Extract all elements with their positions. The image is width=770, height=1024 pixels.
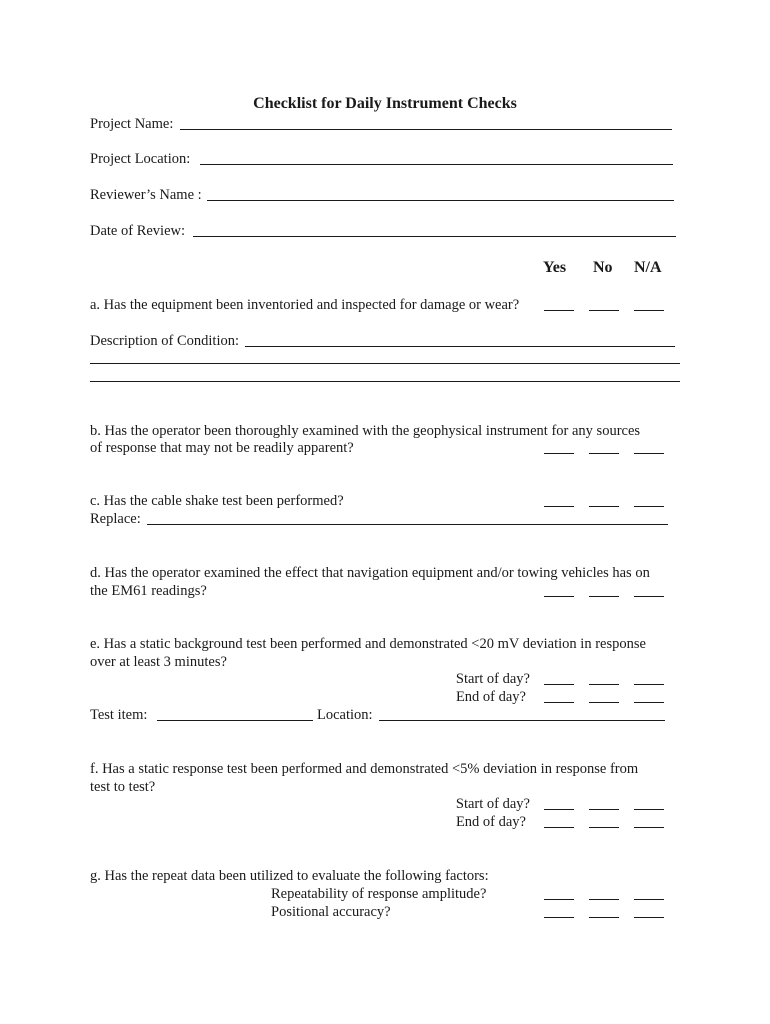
reviewer-name-field[interactable]: [207, 200, 674, 201]
answer-a-no[interactable]: [589, 310, 619, 311]
f-start-of-day-label: Start of day?: [455, 796, 530, 812]
e-end-of-day-label: End of day?: [455, 689, 526, 705]
answer-e-end-yes[interactable]: [544, 702, 574, 703]
answer-b-no[interactable]: [589, 453, 619, 454]
answer-c-yes[interactable]: [544, 506, 574, 507]
answer-c-no[interactable]: [589, 506, 619, 507]
answer-g-repeat-no[interactable]: [589, 899, 619, 900]
description-of-condition-label: Description of Condition:: [90, 333, 240, 349]
question-d-line1: d. Has the operator examined the effect that navigation equipment and/or towing vehicles has on: [90, 565, 650, 581]
project-name-label: Project Name:: [90, 116, 174, 132]
answer-d-yes[interactable]: [544, 596, 574, 597]
answer-g-repeat-na[interactable]: [634, 899, 664, 900]
question-f-line1: f. Has a static response test been performed and demonstrated <5% deviation in response from: [90, 761, 639, 777]
e-start-of-day-label: Start of day?: [455, 671, 530, 687]
replace-field[interactable]: [147, 524, 668, 525]
page-title: Checklist for Daily Instrument Checks: [253, 95, 517, 112]
answer-f-end-yes[interactable]: [544, 827, 574, 828]
answer-e-start-no[interactable]: [589, 684, 619, 685]
test-item-label: Test item:: [90, 707, 148, 723]
g-repeatability-label: Repeatability of response amplitude?: [271, 886, 487, 902]
answer-d-no[interactable]: [589, 596, 619, 597]
description-field-3[interactable]: [90, 381, 680, 382]
answer-e-end-na[interactable]: [634, 702, 664, 703]
answer-g-repeat-yes[interactable]: [544, 899, 574, 900]
description-field-2[interactable]: [90, 363, 680, 364]
answer-a-yes[interactable]: [544, 310, 574, 311]
answer-b-yes[interactable]: [544, 453, 574, 454]
replace-label: Replace:: [90, 511, 141, 527]
question-b-line2: of response that may not be readily apparent?: [90, 440, 354, 456]
question-b-line1: b. Has the operator been thoroughly examined with the geophysical instrument for any sources: [90, 423, 641, 439]
answer-f-start-yes[interactable]: [544, 809, 574, 810]
location-field[interactable]: [379, 720, 665, 721]
description-field-1[interactable]: [245, 346, 675, 347]
location-label: Location:: [317, 707, 373, 723]
answer-c-na[interactable]: [634, 506, 664, 507]
question-f-line2: test to test?: [90, 779, 156, 795]
answer-f-start-no[interactable]: [589, 809, 619, 810]
question-e-line1: e. Has a static background test been performed and demonstrated <20 mV deviation in response: [90, 636, 646, 652]
question-e-line2: over at least 3 minutes?: [90, 654, 227, 670]
answer-g-pos-yes[interactable]: [544, 917, 574, 918]
test-item-field[interactable]: [157, 720, 313, 721]
project-location-field[interactable]: [200, 164, 673, 165]
question-a: a. Has the equipment been inventoried and inspected for damage or wear?: [90, 297, 520, 313]
answer-f-end-no[interactable]: [589, 827, 619, 828]
answer-e-end-no[interactable]: [589, 702, 619, 703]
question-d-line2: the EM61 readings?: [90, 583, 207, 599]
g-positional-label: Positional accuracy?: [271, 904, 391, 920]
date-of-review-field[interactable]: [193, 236, 676, 237]
project-location-label: Project Location:: [90, 151, 191, 167]
project-name-field[interactable]: [180, 129, 672, 130]
answer-e-start-yes[interactable]: [544, 684, 574, 685]
answer-e-start-na[interactable]: [634, 684, 664, 685]
answer-f-start-na[interactable]: [634, 809, 664, 810]
answer-d-na[interactable]: [634, 596, 664, 597]
date-of-review-label: Date of Review:: [90, 223, 186, 239]
answer-a-na[interactable]: [634, 310, 664, 311]
column-no-header: No: [593, 259, 613, 276]
answer-g-pos-na[interactable]: [634, 917, 664, 918]
reviewer-name-label: Reviewer’s Name :: [90, 187, 202, 203]
answer-b-na[interactable]: [634, 453, 664, 454]
column-na-header: N/A: [634, 259, 662, 276]
f-end-of-day-label: End of day?: [455, 814, 526, 830]
answer-f-end-na[interactable]: [634, 827, 664, 828]
column-yes-header: Yes: [543, 259, 567, 276]
answer-g-pos-no[interactable]: [589, 917, 619, 918]
question-c: c. Has the cable shake test been performed?: [90, 493, 344, 509]
question-g: g. Has the repeat data been utilized to evaluate the following factors:: [90, 868, 489, 884]
